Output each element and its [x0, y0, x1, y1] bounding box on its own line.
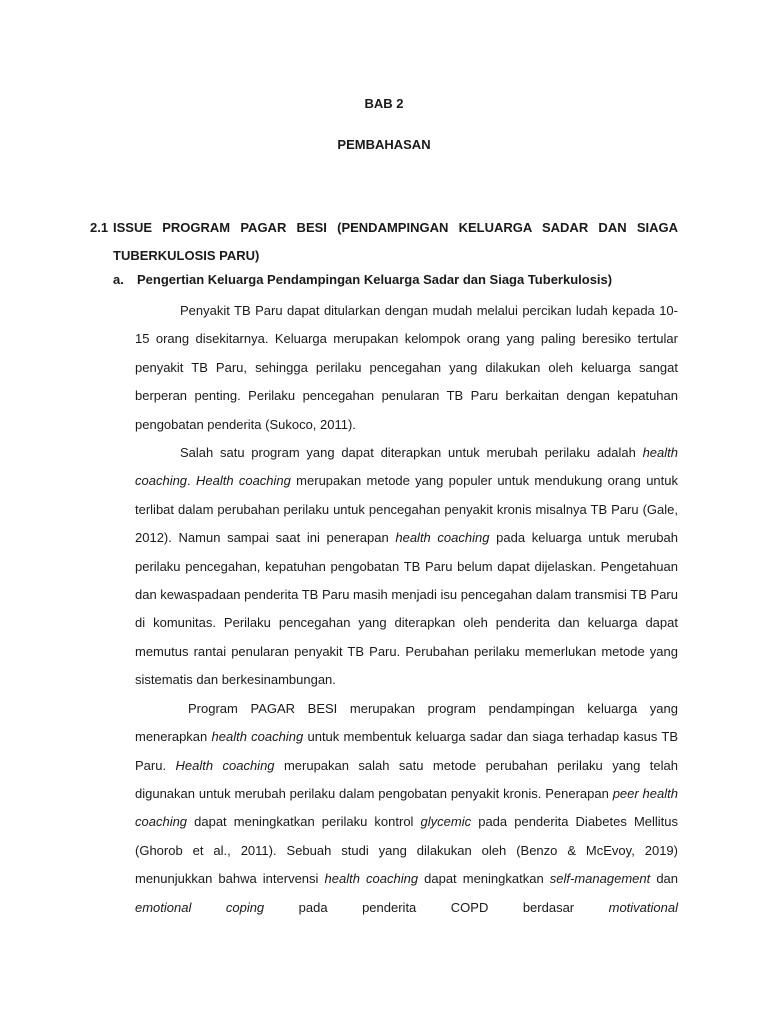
text-run: dapat meningkatkan [418, 871, 550, 887]
text-run: . [187, 473, 196, 489]
paragraph [135, 297, 678, 439]
text-run: Salah satu program yang dapat diterapkan untuk merubah perilaku adalah [180, 445, 643, 461]
paragraph [135, 695, 678, 922]
text-run: dan [650, 871, 679, 887]
subsection-title: Pengertian Keluarga Pendampingan Keluarga Sadar dan Siaga Tuberkulosis) [137, 272, 613, 287]
text-run: merupakan metode yang populer untuk mendukung orang untuk terlibat dalam perubahan perilaku untuk pencegahan penyakit kronis misalnya TB Paru (Gale, 2012). Namun sampai saat ini penerapan [135, 473, 678, 546]
chapter-title: PEMBAHASAN [337, 137, 431, 152]
italic-term: health coaching [324, 871, 419, 887]
italic-term: self-management [549, 871, 651, 887]
italic-term: health coaching [211, 729, 304, 745]
text-run: pada keluarga untuk merubah perilaku pencegahan, kepatuhan pengobatan TB Paru belum dapat dijelaskan. Pengetahuan dan kewaspadaan penderita TB Paru masih menjadi isu pencegahan dalam transmisi TB Paru di komunitas. Perilaku pencegahan yang diterapkan oleh penderita dan keluarga dapat memutus rantai penularan penyakit TB Paru. Perubahan perilaku memerlukan metode yang sistematis dan berkesinambungan. [135, 530, 678, 688]
italic-term: motivational [608, 899, 678, 915]
section-number: 2.1 [90, 220, 109, 235]
italic-term: health coaching [395, 530, 490, 546]
text-run: pada penderita Diabetes Mellitus (Ghorob et al., 2011). Sebuah studi yang dilakukan oleh (Benzo & McEvoy, 2019) menunjukkan bahwa intervensi [135, 814, 679, 887]
paragraph [135, 439, 678, 695]
italic-term: emotional coping [135, 899, 265, 915]
italic-term: Health coaching [175, 757, 275, 773]
text-run: untuk membentuk keluarga sadar dan siaga terhadap kasus TB Paru. [135, 729, 678, 773]
section-title: ISSUE PROGRAM PAGAR BESI (PENDAMPINGAN KELUARGA SADAR DAN SIAGA TUBERKULOSIS PARU) [113, 220, 678, 264]
text-run: Program PAGAR BESI merupakan program pendampingan keluarga yang menerapkan [135, 700, 678, 745]
italic-term: peer health coaching [135, 785, 678, 830]
body-text [135, 297, 678, 922]
italic-term: glycemic [420, 814, 472, 830]
subsection-heading [113, 272, 678, 287]
text-run: merupakan salah satu metode perubahan perilaku yang telah digunakan untuk merubah perilaku dalam pengobatan penyakit kronis. Penerapan [135, 757, 679, 801]
italic-term: health coaching [135, 445, 678, 489]
text-run: pada penderita COPD berdasar [264, 899, 609, 915]
italic-term: Health coaching [195, 473, 291, 489]
subsection-marker: a. [113, 272, 124, 287]
text-run: dapat meningkatkan perilaku kontrol [187, 814, 421, 830]
chapter-heading: BAB 2 [364, 96, 404, 111]
text-run: Penyakit TB Paru dapat ditularkan dengan mudah melalui percikan ludah kepada 10-15 orang disekitarnya. Keluarga merupakan kelompok orang yang paling beresiko tertular penyakit TB Paru, sehingga perilaku pencegahan yang dilakukan oleh keluarga sangat berperan penting. Perilaku pencegahan penularan TB Paru berkaitan dengan kepatuhan pengobatan penderita (Sukoco, 2011). [135, 303, 678, 432]
